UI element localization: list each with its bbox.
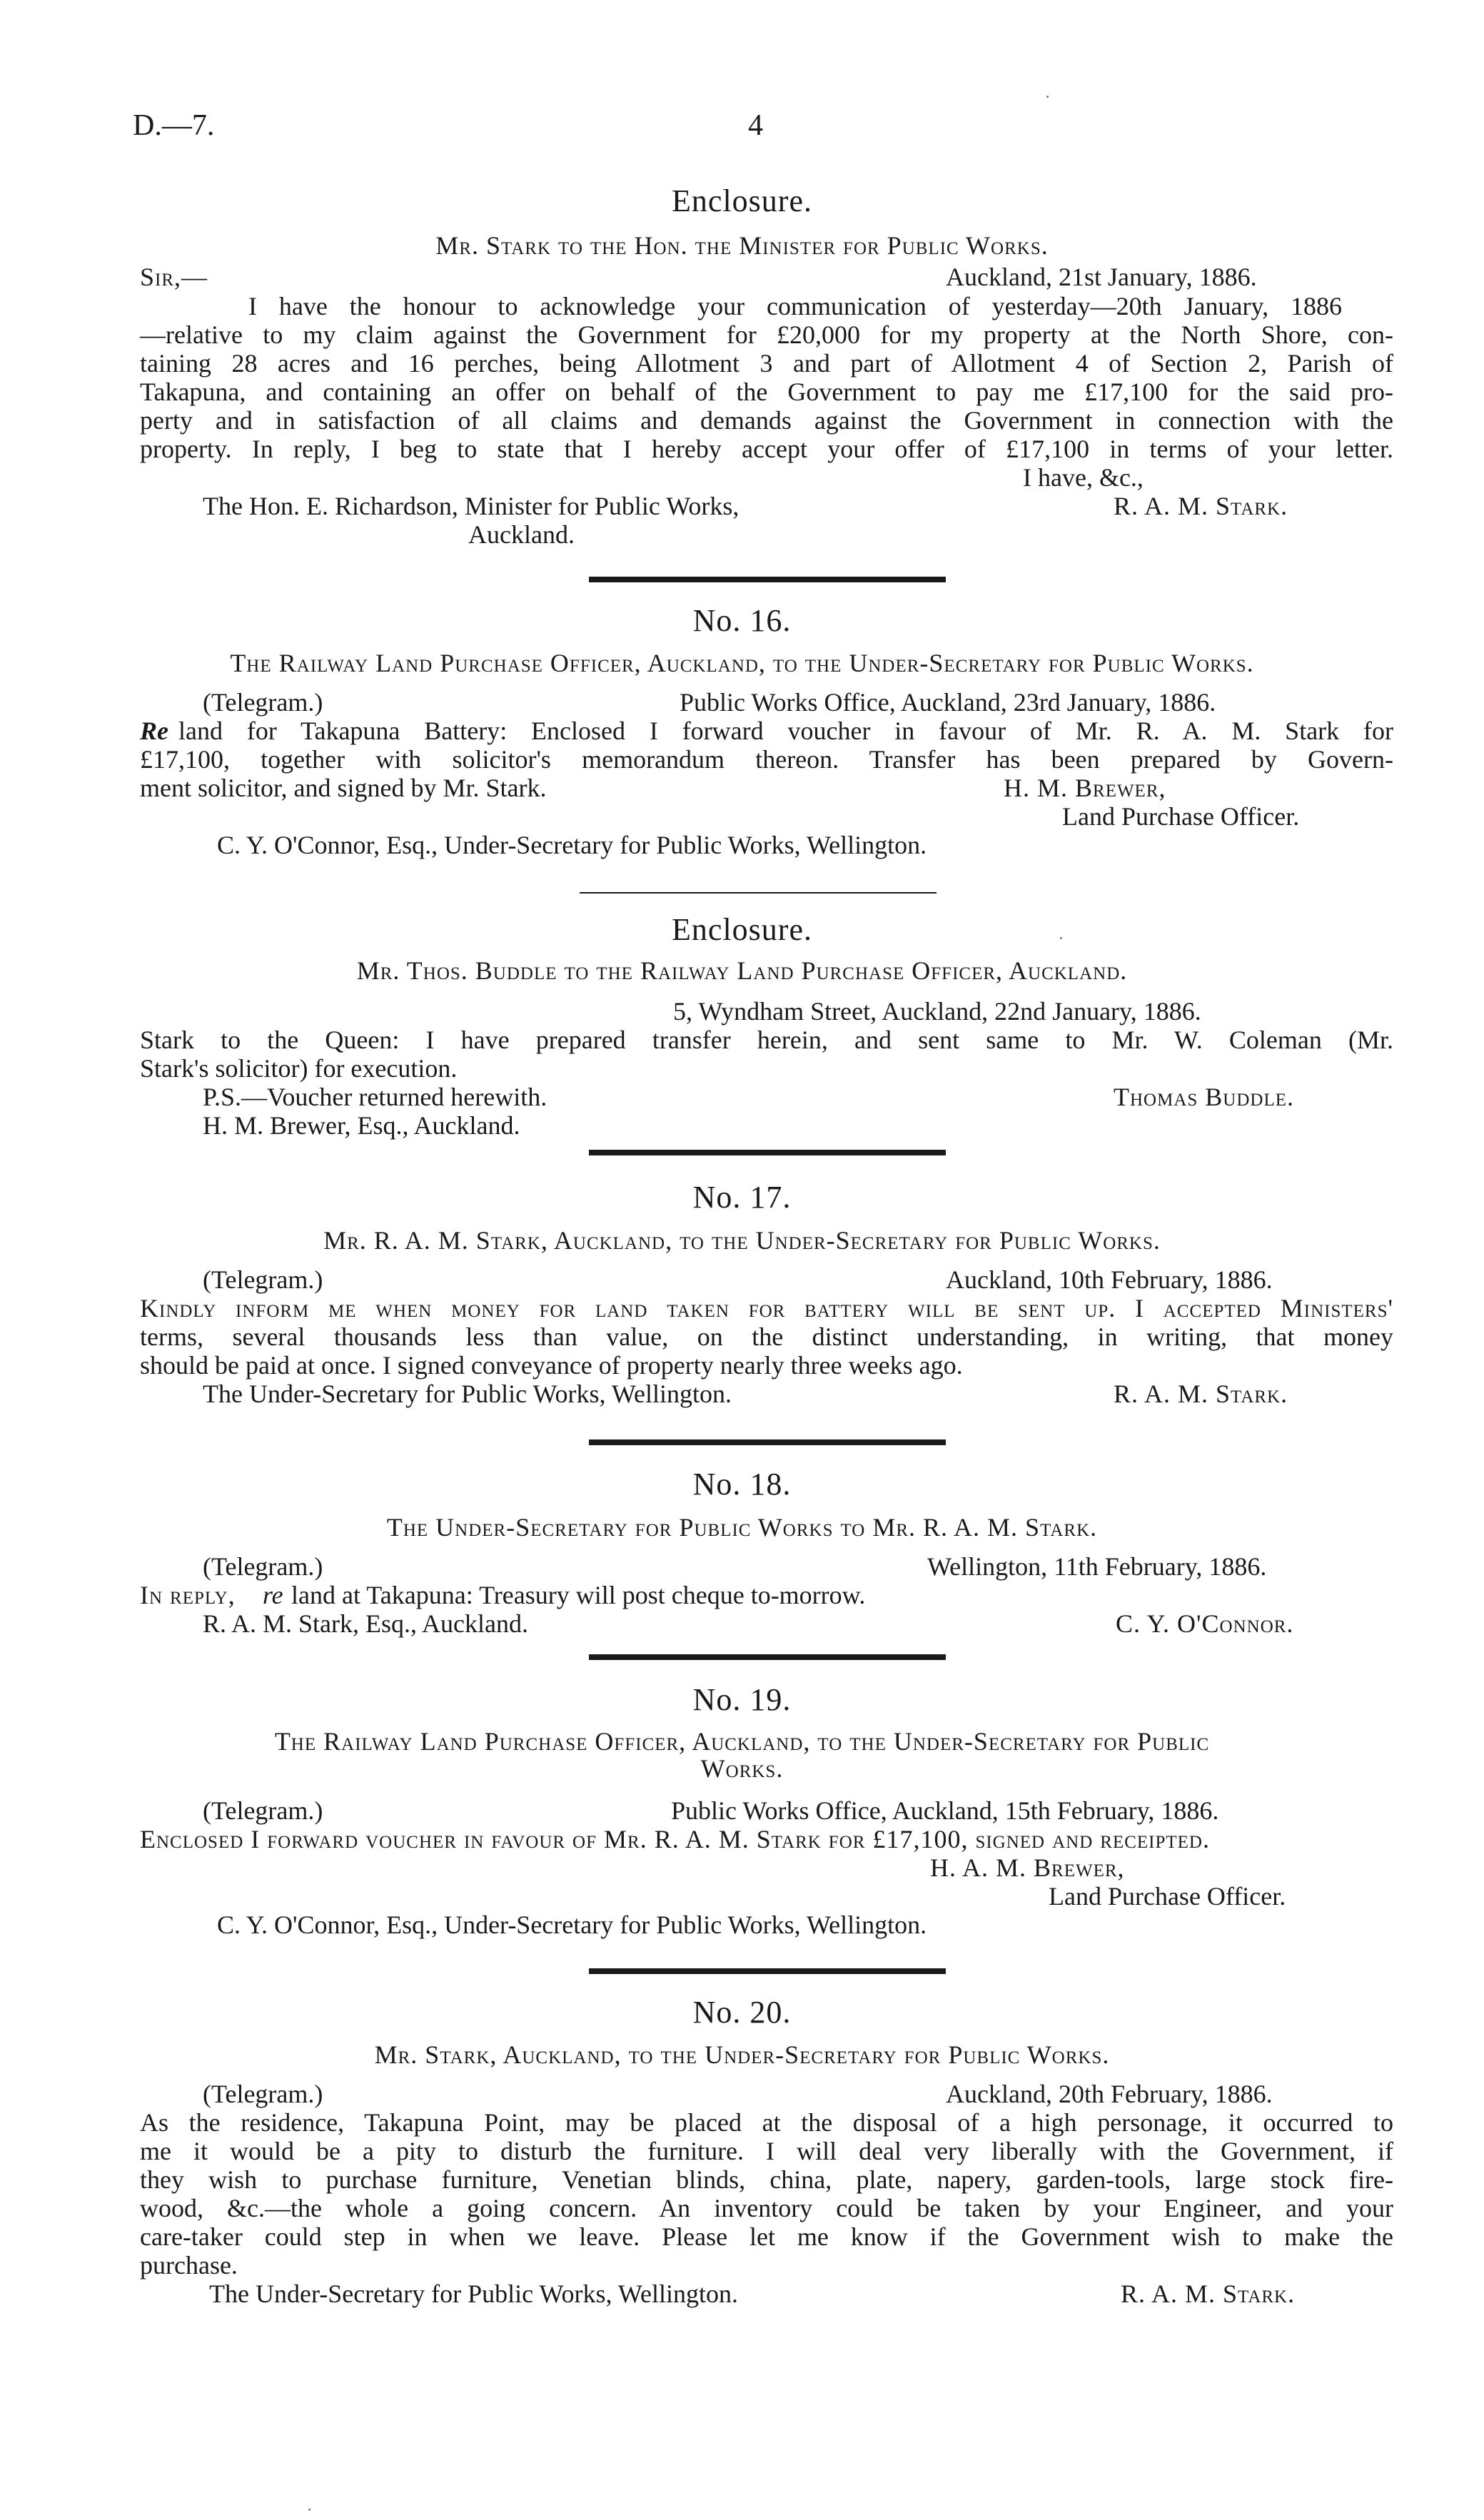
section-rule [580,892,937,894]
body-line: I have the honour to acknowledge your communication of yesterday—20th January, 1886 [248,292,1342,320]
section-title: No. 20. [692,1995,792,2030]
body-line: Stark to the Queen: I have prepared transfer herein, and sent same to Mr. W. Coleman (Mr. [140,1026,1393,1054]
dateline: Auckland, 20th February, 1886. [946,2080,1273,2108]
body-line: me it would be a pity to disturb the furniture. I will deal very liberally with the Government, if [140,2137,1393,2165]
body-line: should be paid at once. I signed conveyance of property nearly three weeks ago. [140,1351,963,1380]
section-address-cont: Works. [700,1754,784,1783]
dateline: Public Works Office, Auckland, 23rd January, 1886. [680,688,1216,717]
dateline: Wellington, 11th February, 1886. [927,1552,1267,1581]
body-line: Stark's solicitor) for execution. [140,1054,458,1083]
body-line: —relative to my claim against the Government for £20,000 for my property at the North Shore, con- [140,320,1393,349]
body-line: care-taker could step in when we leave. Please let me know if the Government wish to make the [140,2222,1393,2251]
recipient: The Under-Secretary for Public Works, Wellington. [203,1380,732,1408]
telegram-label: (Telegram.) [203,688,323,717]
signature: C. Y. O'Connor. [1116,1609,1294,1638]
dateline: Public Works Office, Auckland, 15th February, 1886. [671,1796,1219,1825]
body-line: perty and in satisfaction of all claims and demands against the Government in connection with the [140,406,1393,435]
telegram-label: (Telegram.) [203,1796,323,1825]
body-line: they wish to purchase furniture, Venetian blinds, china, plate, napery, garden-tools, large stock fire- [140,2165,1393,2194]
section-address: The Railway Land Purchase Officer, Auckland, to the Under-Secretary for Public [274,1727,1210,1756]
section-rule [589,1968,946,1974]
signature-title: Land Purchase Officer. [1062,802,1300,831]
body-line: land at Takapuna: Treasury will post cheque to-morrow. [291,1581,866,1609]
section-title: Enclosure. [672,183,812,218]
telegram-label: (Telegram.) [203,1552,323,1581]
body-line: land for Takapuna Battery: Enclosed I forward voucher in favour of Mr. R. A. M. Stark for [178,717,1393,745]
section-address: Mr. Stark to the Hon. the Minister for Public Works. [435,231,1049,260]
closing: I have, &c., [1023,463,1144,492]
body-line: property. In reply, I beg to state that I hereby accept your offer of £17,100 in terms of your letter. [140,435,1393,463]
section-address: Mr. R. A. M. Stark, Auckland, to the Under-Secretary for Public Works. [323,1226,1161,1255]
telegram-label: (Telegram.) [203,1265,323,1294]
speck [1060,937,1062,939]
signature: H. A. M. Brewer, [930,1853,1125,1882]
re-label: Re [140,717,168,745]
recipient-place: Auckland. [468,520,575,549]
recipient: C. Y. O'Connor, Esq., Under-Secretary for Public Works, Wellington. [217,831,927,859]
telegram-label: (Telegram.) [203,2080,323,2108]
body-line: £17,100, together with solicitor's memorandum thereon. Transfer has been prepared by Govern- [140,745,1393,774]
section-address: Mr. Thos. Buddle to the Railway Land Purchase Officer, Auckland. [356,956,1128,985]
body-line: purchase. [140,2251,238,2279]
body-line: Enclosed I forward voucher in favour of Mr. R. A. M. Stark for £17,100, signed and receipted. [140,1825,1210,1853]
body-line: As the residence, Takapuna Point, may be placed at the disposal of a high personage, it occurred to [140,2108,1393,2137]
body-line: Kindly inform me when money for land taken for battery will be sent up. I accepted Ministers' [140,1294,1393,1322]
recipient: R. A. M. Stark, Esq., Auckland. [203,1609,528,1638]
signature: R. A. M. Stark. [1121,2279,1296,2308]
section-address: The Under-Secretary for Public Works to Mr. R. A. M. Stark. [386,1513,1098,1542]
body-line: ment solicitor, and signed by Mr. Stark. [140,774,547,802]
section-title: No. 17. [692,1180,792,1215]
dateline: Auckland, 10th February, 1886. [946,1265,1273,1294]
signature: Thomas Buddle. [1114,1083,1295,1111]
section-title: No. 19. [692,1682,792,1717]
recipient: C. Y. O'Connor, Esq., Under-Secretary for Public Works, Wellington. [217,1911,927,1939]
section-rule [589,1654,946,1660]
body-line: wood, &c.—the whole a going concern. An inventory could be taken by your Engineer, and your [140,2194,1393,2222]
body-line-start: In reply, [140,1581,236,1609]
re-label: re [263,1581,283,1609]
recipient: The Under-Secretary for Public Works, Wellington. [209,2279,738,2308]
document-reference: D.—7. [133,109,215,142]
section-rule [589,1439,946,1445]
postscript: P.S.—Voucher returned herewith. [203,1083,547,1111]
section-rule [589,577,946,582]
section-title: Enclosure. [672,912,812,947]
recipient: The Hon. E. Richardson, Minister for Public Works, [203,492,740,520]
page-number: 4 [748,109,763,142]
section-title: No. 16. [692,603,792,638]
signature: R. A. M. Stark. [1114,1380,1288,1408]
section-rule [589,1150,946,1155]
recipient: H. M. Brewer, Esq., Auckland. [203,1111,520,1140]
body-line: taining 28 acres and 16 perches, being Allotment 3 and part of Allotment 4 of Section 2, Parish of [140,349,1393,378]
signature: H. M. Brewer, [1004,774,1166,802]
signature-title: Land Purchase Officer. [1049,1882,1286,1911]
speck [308,2509,311,2511]
dateline: Auckland, 21st January, 1886. [946,263,1257,291]
speck [1046,96,1049,98]
salutation: Sir,— [140,263,208,291]
signature: R. A. M. Stark. [1114,492,1288,520]
dateline: 5, Wyndham Street, Auckland, 22nd January, 1886. [673,997,1201,1026]
section-address: The Railway Land Purchase Officer, Auckland, to the Under-Secretary for Public Works. [230,649,1254,677]
section-address: Mr. Stark, Auckland, to the Under-Secretary for Public Works. [374,2040,1110,2069]
body-line: terms, several thousands less than value, on the distinct understanding, in writing, that money [140,1322,1393,1351]
body-line: Takapuna, and containing an offer on behalf of the Government to pay me £17,100 for the said pro- [140,378,1393,406]
section-title: No. 18. [692,1467,792,1502]
